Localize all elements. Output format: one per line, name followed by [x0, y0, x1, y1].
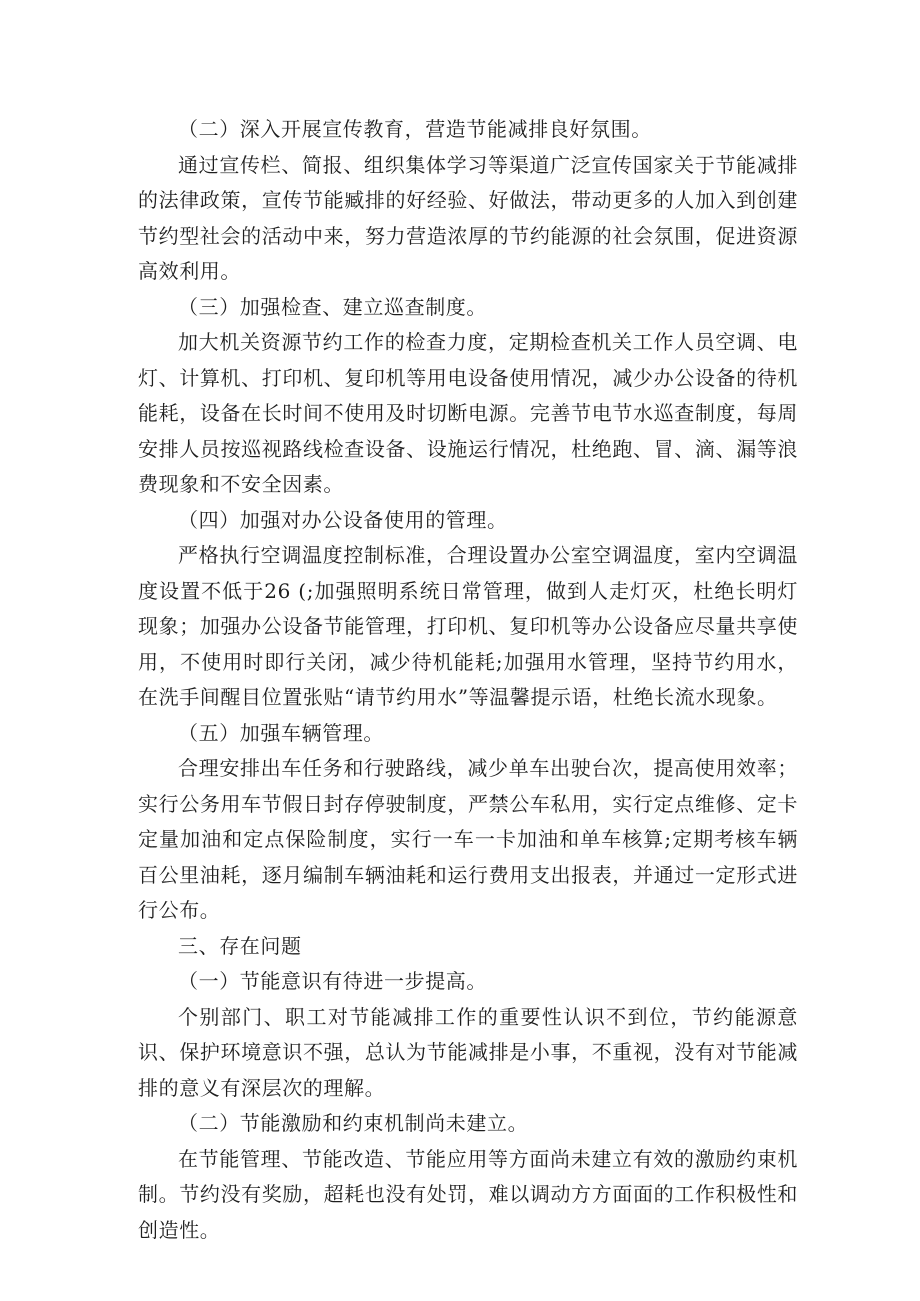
section-heading-existing-problems: 三、存在问题: [178, 933, 302, 958]
section-heading-incentives: （二）节能激励和约束机制尚未建立。: [178, 1111, 529, 1135]
paragraph-office-equipment: 严格执行空调温度控制标准，合理设置办公室空调温度，室内空调温度设置不低于26 (;加强照明系统日常管理，做到人走灯灭，杜绝长明灯现象；加强办公设备节能管理，打印机、复印机等办公设备应尽量共享使用，不使用时即行关闭，减少待机能耗;加强用水管理，坚持节约用水，在洗手间醒目位置张贴“请节约用水”等温馨提示语，杜绝长流水现象。: [138, 543, 798, 709]
document-body: [138, 112, 798, 1248]
paragraph-publicity: 通过宣传栏、简报、组织集体学习等渠道广泛宣传国家关于节能减排的法律政策，宣传节能臧排的好经验、好做法，带动更多的人加入到创建节约型社会的活动中来，努力营造浓厚的节约能源的社会氛围，促进资源高效利用。: [138, 152, 798, 283]
section-heading-vehicles: （五）加强车辆管理。: [178, 720, 384, 745]
paragraph-incentives: 在节能管理、节能改造、节能应用等方面尚未建立有效的激励约束机制。节约没有奖励，超耗也没有处罚，难以调动方方面面的工作积极性和创造性。: [138, 1146, 798, 1242]
section-heading-awareness: （一）节能意识有待进一步提高。: [178, 969, 487, 993]
section-heading-office-equipment: （四）加强对办公设备使用的管理。: [178, 507, 508, 532]
section-heading-inspection: （三）加强检查、建立巡查制度。: [178, 294, 487, 319]
paragraph-awareness: 个别部门、职工对节能减排工作的重要性认识不到位，节约能源意识、保护环境意识不强，总认为节能减排是小事，不重视，没有对节能减排的意义有深层次的理解。: [138, 1004, 798, 1100]
section-heading-publicity: （二）深入开展宣传教育，营造节能减排良好氛围。: [178, 117, 652, 141]
paragraph-vehicles: 合理安排出车任务和行驶路线，减少单车出驶台次，提高使用效率；实行公务用车节假日封存停驶制度，严禁公车私用，实行定点维修、定卡定量加油和定点保险制度，实行一车一卡加油和单车核算;定期考核车辆百公里油耗，逐月编制车辆油耗和运行费用支出报表，并通过一定形式进行公布。: [138, 756, 798, 922]
paragraph-inspection: 加大机关资源节约工作的检查力度，定期检查机关工作人员空调、电灯、计算机、打印机、复印机等用电设备使用情况，减少办公设备的待机能耗，设备在长时间不使用及时切断电源。完善节电节水巡查制度，每周安排人员按巡视路线检查设备、设施运行情况，杜绝跑、冒、滴、漏等浪费现象和不安全因素。: [138, 330, 798, 496]
